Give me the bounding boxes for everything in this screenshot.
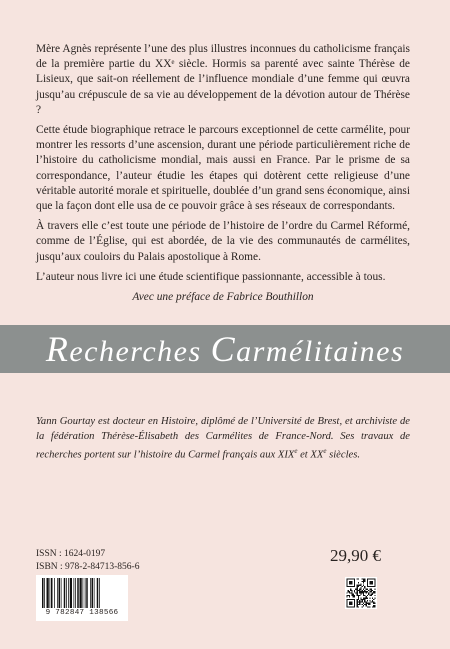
barcode-number: 9 782847 138566 [45, 609, 119, 617]
century-suffix-1: e [294, 447, 298, 455]
qr-code-icon [345, 577, 377, 609]
century-suffix-2: e [323, 447, 327, 455]
author-bio-mid: et XX [297, 449, 324, 461]
barcode-bars [40, 578, 124, 608]
price-label: 29,90 € [330, 546, 381, 565]
series-word-1: echerches [69, 335, 211, 368]
series-word-2: armélitaines [236, 335, 405, 368]
blurb-paragraph-4: L’auteur nous livre ici une étude scientifique passionnante, accessible à tous. [36, 270, 386, 283]
issn-label: ISSN : 1624-0197 [36, 549, 106, 559]
series-title [46, 328, 404, 370]
publication-codes [36, 548, 139, 573]
isbn-label: ISBN : 978-2-84713-856-6 [36, 561, 140, 572]
series-initial-c: C [210, 329, 237, 369]
author-bio-text: Yann Gourtay est docteur en Histoire, diplômé de l’Université de Brest, et archiviste de la fédération Thérèse-Élisabeth des Carmélites de France-Nord. Ses travaux de recherches portent sur l’histoire du Carmel français aux XIX [36, 416, 410, 461]
isbn-barcode [36, 575, 128, 621]
blurb-paragraph-1: Mère Agnès représente l’une des plus illustres inconnues du catholicisme français de la première partie du XXᵉ siècle. Hormis sa parenté avec sainte Thérèse de Lisieux, que sait-on réellement de l’influence mondiale d’une femme qui œuvra jusqu’au crépuscule de sa vie au développement de la dévotion autour de Thérèse ? [36, 43, 410, 116]
back-cover-blurb [36, 42, 410, 310]
series-initial-r: R [45, 329, 70, 369]
series-band [0, 325, 450, 373]
author-bio-end: siècles. [326, 449, 360, 461]
blurb-paragraph-2: Cette étude biographique retrace le parcours exceptionnel de cette carmélite, pour montrer les ressorts d’une ascension, durant une période particulièrement riche de l’histoire du catholicisme mondial, mais aussi en France. Par le prisme de sa correspondance, l’auteur étudie les étapes qui dotèrent cette religieuse d’une véritable autorité morale et spirituelle, doublée d’un grand sens économique, ainsi que la façon dont elle usa de ce pouvoir grâce à ses réseaux de correspondants. [36, 124, 410, 213]
blurb-paragraph-3: À travers elle c’est toute une période de l’histoire de l’ordre du Carmel Réformé, comme de l’Église, qui est abordée, de la vie des communautés de carmélites, jusqu’aux couloirs du Palais apostolique à Rome. [36, 220, 410, 263]
author-bio [36, 414, 410, 463]
preface-credit: Avec une préface de Fabrice Bouthillon [132, 291, 314, 304]
